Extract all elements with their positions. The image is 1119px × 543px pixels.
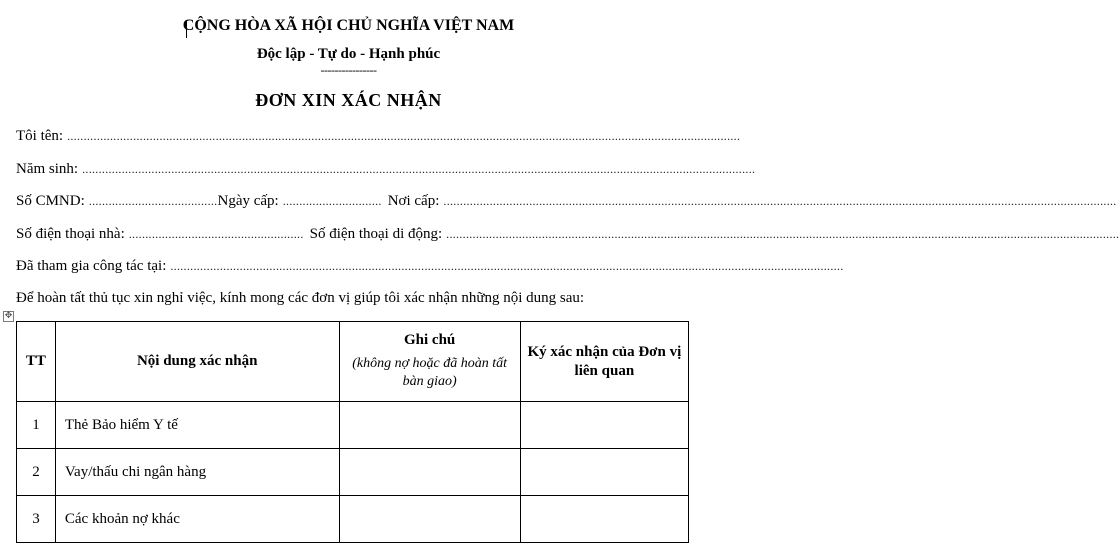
header-note-title: Ghi chú [403, 332, 456, 348]
issue-date-blank[interactable]: .............................. [282, 194, 382, 208]
id-card-blank[interactable]: ....................................... [88, 194, 218, 208]
workplace-label: Đã tham gia công tác tại: [16, 258, 167, 274]
issue-place-label: Nơi cấp: [387, 193, 440, 209]
row-note-cell[interactable] [339, 496, 520, 543]
move-handle-icon[interactable]: ✥ [4, 311, 13, 321]
field-workplace[interactable] [16, 258, 844, 275]
header-separator: ---------------- [320, 63, 377, 77]
header-sign [520, 322, 688, 402]
confirmation-table [16, 321, 689, 543]
issue-place-blank[interactable]: ............................................................................................................................................................................................................ [443, 194, 1117, 208]
field-id-card[interactable] [16, 193, 1117, 210]
issue-date-label: Ngày cấp: [217, 193, 279, 209]
row-number: 3 [17, 496, 56, 543]
row-sign-cell[interactable] [520, 449, 688, 496]
row-content[interactable]: Vay/thấu chi ngân hàng [55, 449, 339, 496]
id-card-label: Số CMND: [16, 193, 85, 209]
row-content[interactable]: Thẻ Bảo hiểm Y tế [55, 402, 339, 449]
row-sign-cell[interactable] [520, 496, 688, 543]
table-header-row [17, 322, 689, 402]
field-phones[interactable] [16, 226, 1119, 243]
header-tt: TT [17, 322, 56, 402]
home-phone-label: Số điện thoại nhà: [16, 226, 125, 242]
birth-year-blank[interactable]: ............................................................................................................................................................................................................ [82, 162, 756, 176]
row-sign-cell[interactable] [520, 402, 688, 449]
name-label: Tôi tên: [16, 128, 64, 144]
header-note-subtitle: (không nợ hoặc đã hoàn tất bàn giao) [352, 356, 508, 389]
intro-paragraph: Để hoàn tất thủ tục xin nghỉ việc, kính mong các đơn vị giúp tôi xác nhận những nội dung sau: [16, 290, 585, 306]
row-number: 1 [17, 402, 56, 449]
table-row [17, 402, 689, 449]
row-note-cell[interactable] [339, 449, 520, 496]
row-number: 2 [17, 449, 56, 496]
header-note [339, 322, 520, 402]
header-sign-label: Ký xác nhận của Đơn vị liên quan [527, 343, 682, 379]
table-row [17, 449, 689, 496]
table-row [17, 496, 689, 543]
document-title: ĐƠN XIN XÁC NHẬN [255, 90, 442, 110]
national-title: CỘNG HÒA XÃ HỘI CHỦ NGHĨA VIỆT NAM [182, 17, 515, 34]
workplace-blank[interactable]: ............................................................................................................................................................................................................ [170, 259, 844, 273]
name-blank[interactable]: ............................................................................................................................................................................................................ [67, 129, 741, 143]
field-name[interactable] [16, 128, 741, 145]
row-note-cell[interactable] [339, 402, 520, 449]
mobile-phone-label: Số điện thoại di động: [309, 226, 443, 242]
national-motto: Độc lập - Tự do - Hạnh phúc [256, 46, 441, 62]
birth-year-label: Năm sinh: [16, 161, 79, 177]
field-birth-year[interactable] [16, 161, 756, 178]
mobile-phone-blank[interactable]: ............................................................................................................................................................................................................ [446, 227, 1119, 241]
home-phone-blank[interactable]: ..................................................... [128, 227, 304, 241]
row-content[interactable]: Các khoản nợ khác [55, 496, 339, 543]
header-content: Nội dung xác nhận [55, 322, 339, 402]
